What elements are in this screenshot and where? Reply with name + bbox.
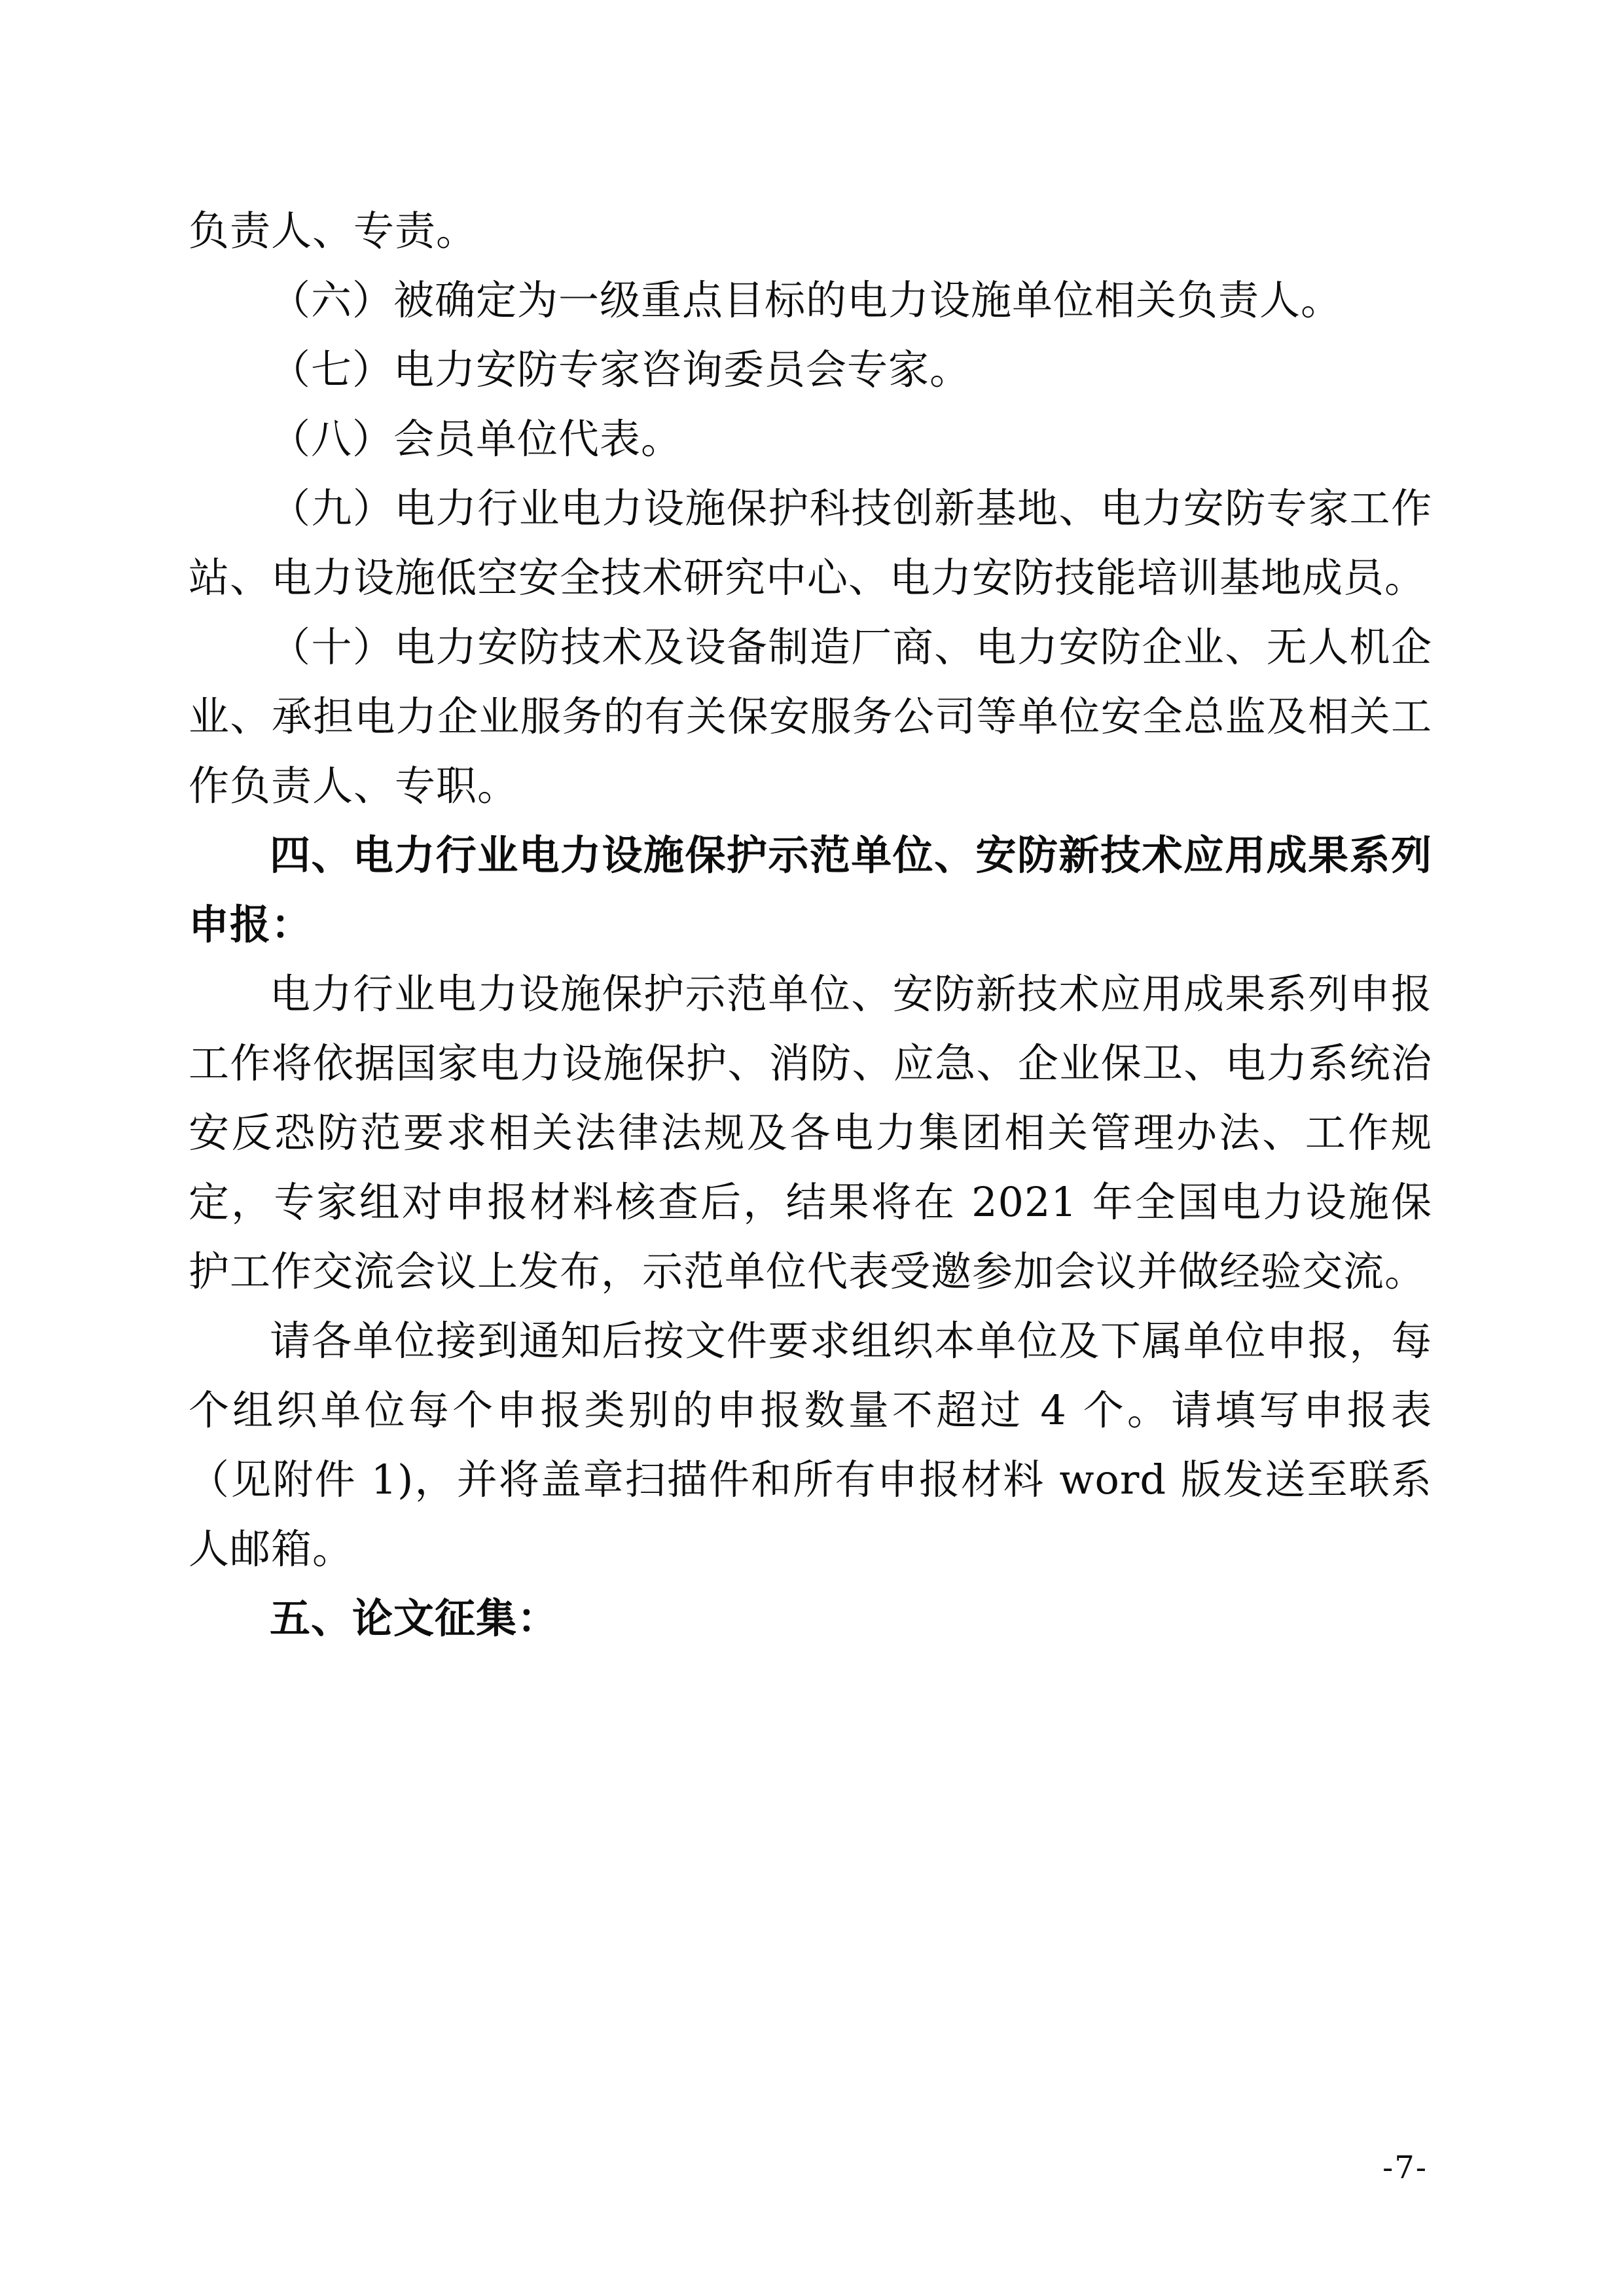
paragraph-negative-responsible: 负责人、专责。 xyxy=(189,207,478,255)
document-body xyxy=(189,196,1432,1653)
paragraph-section-four-body: 电力行业电力设施保护示范单位、安防新技术应用成果系列申报工作将依据国家电力设施保护、消防、应急、企业保卫、电力系统治安反恐防范要求相关法律法规及各电力集团相关管理办法、工作规定，专家组对申报材料核查后，结果将在 2021 年全国电力设施保护工作交流会议上发布，示范单位代表受邀参加会议并做经验交流。 xyxy=(189,970,1432,1295)
paragraph-item-ten: （十）电力安防技术及设备制造厂商、电力安防企业、无人机企业、承担电力企业服务的有关保安服务公司等单位安全总监及相关工作负责人、专职。 xyxy=(189,623,1432,810)
section-heading-five: 五、论文征集： xyxy=(270,1594,559,1642)
page-number: -7- xyxy=(1382,2149,1428,2186)
paragraph-submission-request: 请各单位接到通知后按文件要求组织本单位及下属单位申报，每个组织单位每个申报类别的申报数量不超过 4 个。请填写申报表（见附件 1)，并将盖章扫描件和所有申报材料 word 版发送至联系人邮箱。 xyxy=(189,1317,1432,1573)
paragraph-item-eight: （八）会员单位代表。 xyxy=(270,415,683,463)
paragraph-item-six: （六）被确定为一级重点目标的电力设施单位相关负责人。 xyxy=(270,276,1343,324)
section-heading-four: 四、电力行业电力设施保护示范单位、安防新技术应用成果系列申报： xyxy=(189,831,1432,948)
paragraph-item-seven: （七）电力安防专家咨询委员会专家。 xyxy=(270,346,971,393)
paragraph-item-nine: （九）电力行业电力设施保护科技创新基地、电力安防专家工作站、电力设施低空安全技术研究中心、电力安防技能培训基地成员。 xyxy=(189,484,1432,601)
